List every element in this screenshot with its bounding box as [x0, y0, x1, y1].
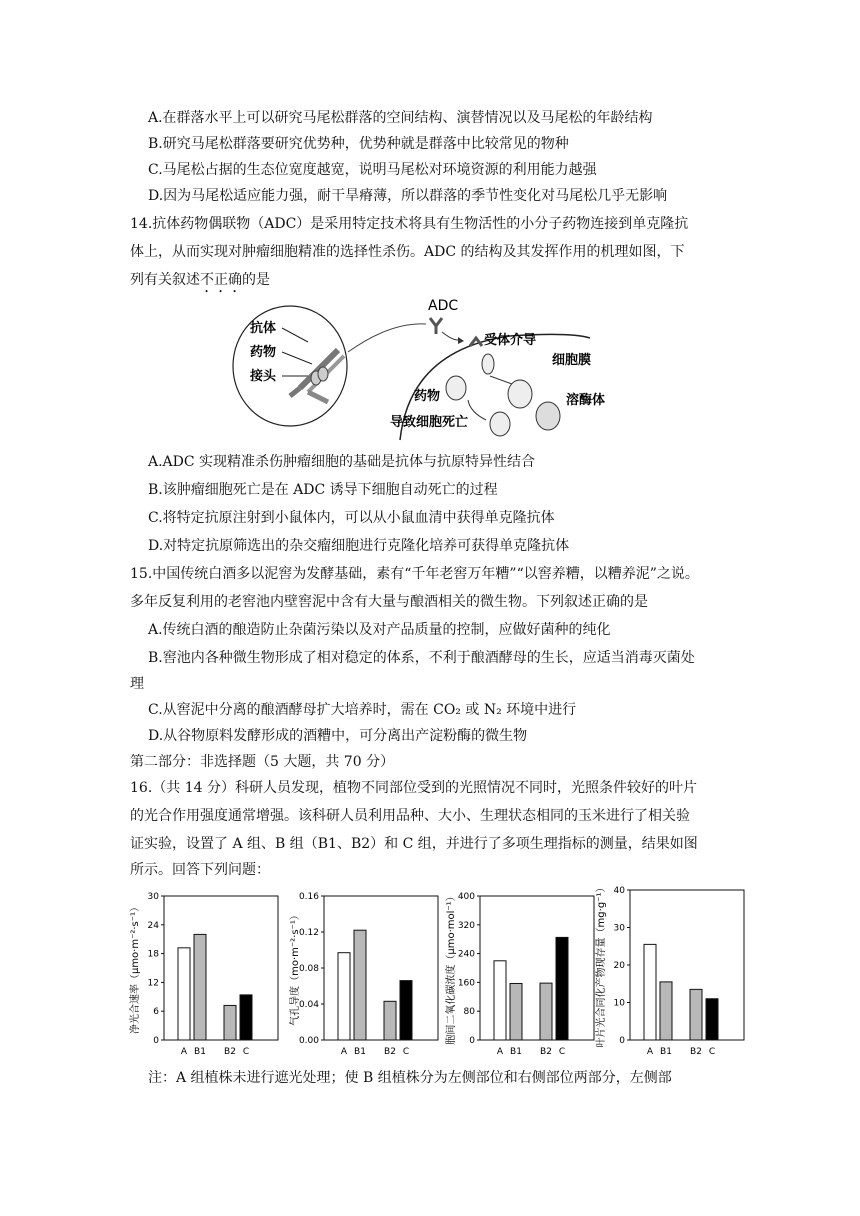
endosome	[482, 354, 494, 374]
label-lysosome: 溶酶体	[566, 393, 606, 408]
q14-stem-line2: 体上，从而实现对肿瘤细胞精准的选择性杀伤。ADC 的结构及其发挥作用的机理如图，下	[130, 244, 685, 260]
adc-small-icon	[430, 318, 442, 334]
lysosome	[536, 402, 560, 430]
y-axis-label: 叶片光合同化产物现存量（mg·g⁻¹）	[596, 882, 607, 1048]
q14-stem-line1: 14.抗体药物偶联物（ADC）是采用特定技术将具有生物活性的小分子药物连接到单克隆抗	[130, 216, 689, 232]
label-receptor: 受体介导	[484, 333, 537, 348]
x-tick-label: B1	[660, 1047, 672, 1057]
bar-a	[644, 944, 656, 1040]
bar-b1	[194, 934, 206, 1040]
y-tick-label: 0.00	[298, 1036, 319, 1046]
label-adc: ADC	[428, 298, 459, 314]
q16-note: 注：A 组植株未进行遮光处理；使 B 组植株分为左侧部位和右侧部位两部分，左侧部	[148, 1070, 672, 1086]
q15-option-b-line2: 理	[130, 676, 144, 692]
q15-option-b-line1: B.窖池内各种微生物形成了相对稳定的体系，不利于酿酒酵母的生长，应适当消毒灭菌处	[148, 650, 695, 666]
q14-option-c: C.将特定抗原注射到小鼠体内，可以从小鼠血清中获得单克隆抗体	[148, 510, 555, 526]
vesicle-bottom	[490, 412, 510, 436]
y-tick-label: 30	[147, 892, 159, 902]
y-tick-label: 0.04	[298, 1000, 319, 1010]
chart-stomatal-conductance	[286, 886, 446, 1062]
bar-b1	[510, 983, 522, 1040]
y-tick-label: 320	[457, 920, 475, 931]
y-tick-label: 0	[153, 1036, 159, 1046]
label-drug2: 药物	[414, 389, 441, 404]
adc-mechanism-figure	[230, 292, 606, 440]
q14-stem-prefix: 列有关叙述	[130, 272, 200, 288]
bar-c	[400, 981, 412, 1040]
q13-option-c: C.马尾松占据的生态位宽度越宽，说明马尾松对环境资源的利用能力越强	[148, 162, 597, 178]
y-tick-label: 80	[463, 1007, 475, 1018]
q14-option-a: A.ADC 实现精准杀伤肿瘤细胞的基础是抗体与抗原特异性结合	[148, 454, 536, 470]
label-drug: 药物	[250, 345, 277, 360]
x-tick-label: B2	[540, 1047, 552, 1057]
bar-b2	[540, 983, 552, 1040]
q13-option-d: D.因为马尾松适应能力强，耐干旱瘠薄，所以群落的季节性变化对马尾松几乎无影响	[148, 188, 668, 204]
y-tick-label: 400	[457, 892, 475, 902]
x-tick-label: B1	[194, 1047, 206, 1057]
y-tick-label: 160	[457, 978, 475, 989]
q16-stem-line3: 证实验，设置了 A 组、B 组（B1、B2）和 C 组，并进行了多项生理指标的测量，结果如图	[130, 836, 698, 852]
y-axis-label: 净光合速率（μmo·m⁻²·s⁻¹）	[130, 901, 141, 1035]
label-linker: 接头	[250, 369, 277, 384]
label-membrane: 细胞膜	[552, 353, 592, 368]
bar-b1	[354, 930, 366, 1040]
chart-intercellular-co2	[442, 886, 602, 1062]
label-cell-death: 导致细胞死亡	[390, 415, 469, 430]
bar-a	[178, 948, 190, 1040]
chart-net-photosynthesis	[126, 886, 286, 1062]
y-tick-label: 0.12	[298, 928, 319, 938]
bar-b2	[224, 1005, 236, 1040]
x-tick-label: C	[708, 1047, 716, 1057]
x-tick-label: B2	[384, 1047, 396, 1057]
chart-assimilate-content	[592, 880, 752, 1062]
x-tick-label: C	[558, 1047, 566, 1057]
bar-b1	[660, 982, 672, 1040]
label-antibody: 抗体	[250, 321, 277, 336]
x-tick-label: B1	[354, 1047, 366, 1057]
bar-b2	[690, 989, 702, 1040]
q13-option-b: B.研究马尾松群落要研究优势种，优势种就是群落中比较常见的物种	[148, 136, 569, 152]
x-tick-label: B2	[224, 1047, 236, 1057]
q15-stem-line2: 多年反复利用的老窖池内壁窖泥中含有大量与酿酒相关的微生物。下列叙述正确的是	[130, 594, 648, 610]
y-tick-label: 6	[153, 1007, 159, 1018]
y-tick-label: 10	[613, 998, 625, 1009]
q14-stem-suffix: 的是	[242, 272, 270, 288]
bar-a	[338, 953, 350, 1040]
q13-option-a: A.在群落水平上可以研究马尾松群落的空间结构、演替情况以及马尾松的年龄结构	[148, 110, 653, 126]
y-tick-label: 0.08	[298, 964, 319, 974]
y-tick-label: 0	[619, 1036, 625, 1046]
y-tick-label: 24	[147, 920, 159, 931]
q16-stem-line4: 所示。回答下列问题：	[130, 862, 270, 878]
y-tick-label: 18	[147, 949, 159, 960]
y-tick-label: 12	[147, 978, 159, 989]
y-tick-label: 0	[469, 1036, 475, 1046]
q15-option-d: D.从谷物原料发酵形成的酒糟中，可分离出产淀粉酶的微生物	[148, 728, 528, 744]
q14-option-b: B.该肿瘤细胞死亡是在 ADC 诱导下细胞自动死亡的过程	[148, 482, 498, 498]
bar-c	[706, 999, 718, 1040]
bar-c	[240, 995, 252, 1040]
x-tick-label: C	[242, 1047, 250, 1057]
bar-c	[556, 937, 568, 1040]
x-tick-label: A	[496, 1047, 504, 1057]
q16-stem-line2: 的光合作用强度通常增强。该科研人员利用品种、大小、生理状态相同的玉米进行了相关验	[130, 808, 690, 824]
part2-heading: 第二部分：非选择题（5 大题，共 70 分）	[130, 754, 395, 770]
x-tick-label: C	[402, 1047, 410, 1057]
q14-emphasis-text: 不正确	[200, 272, 242, 288]
y-tick-label: 20	[613, 961, 625, 971]
x-tick-label: A	[340, 1047, 348, 1057]
bar-b2	[384, 1001, 396, 1040]
q15-option-c: C.从窖泥中分离的酿酒酵母扩大培养时，需在 CO₂ 或 N₂ 环境中进行	[148, 702, 577, 718]
q16-stem-line1: 16.（共 14 分）科研人员发现，植物不同部位受到的光照情况不同时，光照条件较好的叶片	[130, 780, 697, 796]
q14-option-d: D.对特定抗原筛选出的杂交瘤细胞进行克隆化培养可获得单克隆抗体	[148, 538, 570, 554]
x-tick-label: B2	[690, 1047, 702, 1057]
vesicle-left	[446, 376, 466, 400]
x-tick-label: A	[180, 1047, 188, 1057]
q15-stem-line1: 15.中国传统白酒多以泥窖为发酵基础，素有“千年老窖万年糟”“以窖养糟，以糟养泥”之说。	[130, 566, 699, 582]
x-tick-label: B1	[510, 1047, 522, 1057]
y-tick-label: 40	[613, 886, 625, 896]
y-tick-label: 240	[457, 949, 475, 960]
bar-a	[494, 961, 506, 1040]
y-tick-label: 0.16	[298, 892, 319, 902]
y-tick-label: 30	[613, 923, 625, 934]
y-axis-label: 胞间二氧化碳浓度（μmo·mol⁻¹）	[446, 891, 457, 1045]
q15-option-a: A.传统白酒的酿造防止杂菌污染以及对产品质量的控制，应做好菌种的纯化	[148, 622, 611, 638]
y-axis-label: 气孔导度（mo·m⁻²·s⁻¹）	[290, 910, 301, 1026]
x-tick-label: A	[646, 1047, 654, 1057]
